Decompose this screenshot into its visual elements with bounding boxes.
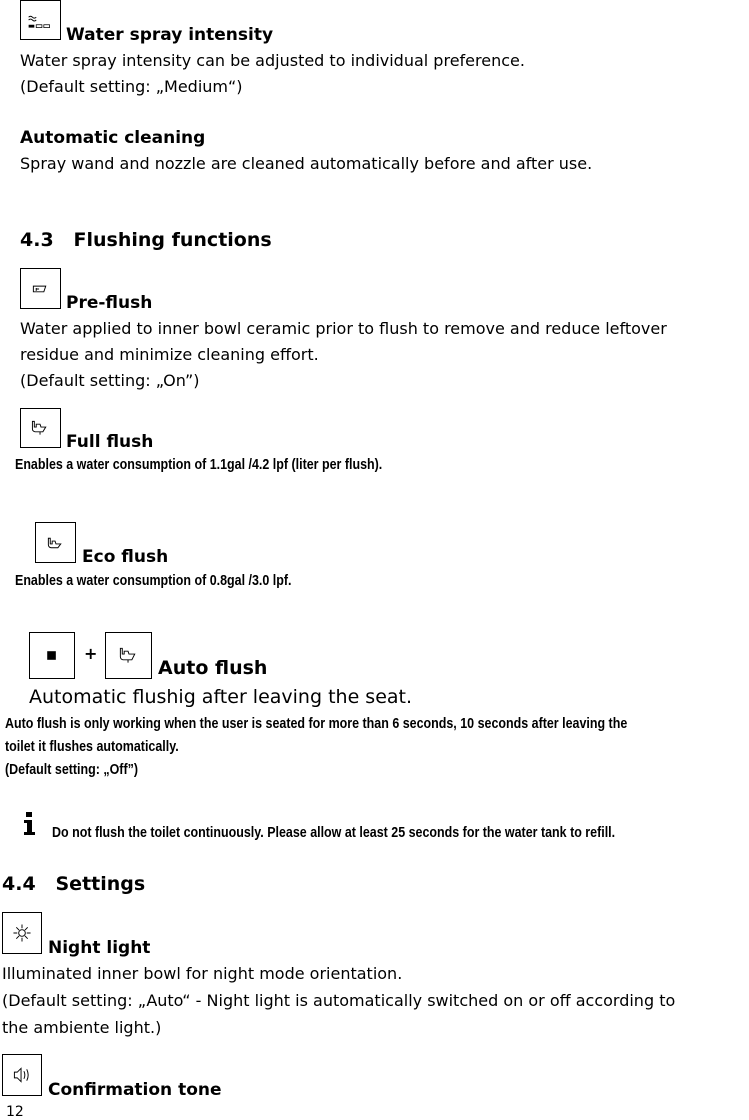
eco-flush-title: Eco flush bbox=[82, 547, 169, 567]
auto-flush-default: (Default setting: „Off”) bbox=[5, 762, 139, 778]
full-flush-title: Full flush bbox=[66, 432, 154, 452]
pre-flush-default: (Default setting: „On”) bbox=[20, 371, 200, 390]
water-spray-default: (Default setting: „Medium“) bbox=[20, 77, 243, 96]
stop-square-icon bbox=[29, 632, 75, 679]
full-flush-line-1: Enables a water consumption of 1.1gal /4.2 lpf (liter per flush). bbox=[15, 457, 383, 473]
auto-flush-title: Auto flush bbox=[158, 657, 268, 679]
plus-sign: + bbox=[84, 644, 98, 663]
night-light-icon bbox=[2, 912, 42, 954]
eco-flush-icon bbox=[35, 522, 76, 563]
eco-flush-line-1: Enables a water consumption of 0.8gal /3.0 lpf. bbox=[15, 573, 292, 589]
auto-flush-icon bbox=[105, 632, 152, 679]
night-light-line-3: the ambiente light.) bbox=[2, 1018, 162, 1037]
flush-warning-note: Do not flush the toilet continuously. Please allow at least 25 seconds for the water tank to refill. bbox=[52, 825, 616, 841]
night-light-line-1: Illuminated inner bowl for night mode orientation. bbox=[2, 964, 403, 983]
auto-flush-line-2: toilet it flushes automatically. bbox=[5, 739, 179, 755]
confirmation-tone-title: Confirmation tone bbox=[48, 1080, 222, 1100]
auto-flush-line-1: Auto flush is only working when the user is seated for more than 6 seconds, 10 seconds after leaving the bbox=[5, 716, 628, 732]
auto-flush-subtitle: Automatic flushig after leaving the seat. bbox=[29, 686, 413, 708]
water-spray-line-1: Water spray intensity can be adjusted to individual preference. bbox=[20, 51, 525, 70]
full-flush-icon bbox=[20, 408, 61, 448]
auto-cleaning-title: Automatic cleaning bbox=[20, 128, 206, 148]
water-spray-title: Water spray intensity bbox=[66, 25, 274, 45]
night-light-title: Night light bbox=[48, 938, 151, 958]
pre-flush-line-1: Water applied to inner bowl ceramic prior to flush to remove and reduce leftover bbox=[20, 319, 667, 338]
pre-flush-title: Pre-flush bbox=[66, 293, 153, 313]
spray-intensity-icon bbox=[20, 0, 61, 40]
page-number: 12 bbox=[6, 1104, 24, 1120]
night-light-default: (Default setting: „Auto“ - Night light is automatically switched on or off according to bbox=[2, 991, 676, 1010]
pre-flush-icon bbox=[20, 268, 61, 309]
info-icon bbox=[22, 812, 36, 836]
auto-cleaning-line-1: Spray wand and nozzle are cleaned automatically before and after use. bbox=[20, 154, 593, 173]
settings-section-heading: 4.4 Settings bbox=[2, 873, 146, 895]
pre-flush-line-2: residue and minimize cleaning effort. bbox=[20, 345, 319, 364]
flushing-section-heading: 4.3 Flushing functions bbox=[20, 229, 272, 251]
confirmation-tone-icon bbox=[2, 1054, 42, 1096]
